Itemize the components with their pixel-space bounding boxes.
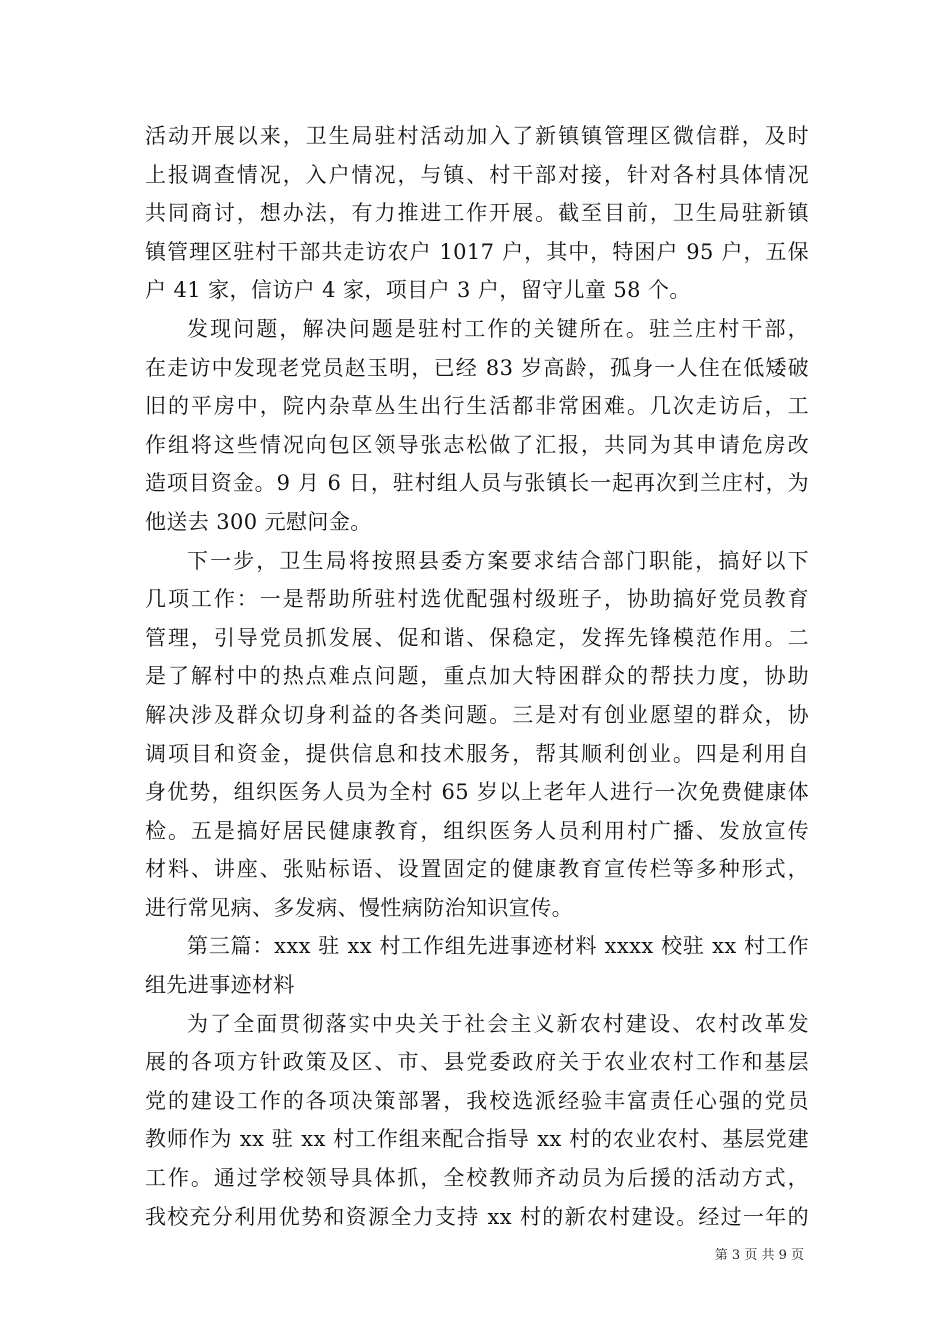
text-line: 发现问题，解决问题是驻村工作的关键所在。驻兰庄村干部， bbox=[187, 316, 809, 341]
paragraph-problem-solving bbox=[145, 310, 809, 542]
text-line: 镇管理区驻村干部共走访农户 1017 户，其中，特困户 95 户，五保 bbox=[145, 239, 809, 264]
text-line: 下一步，卫生局将按照县委方案要求结合部门职能，搞好以下 bbox=[187, 548, 809, 573]
text-line: 共同商讨，想办法，有力推进工作开展。截至目前，卫生局驻新镇 bbox=[145, 201, 809, 226]
text-line: 为了全面贯彻落实中央关于社会主义新农村建设、农村改革发 bbox=[187, 1011, 809, 1036]
page-number-footer: 第 3 页 共 9 页 bbox=[714, 1248, 804, 1263]
document-body bbox=[145, 117, 809, 1236]
paragraph-school-work-team bbox=[145, 1005, 809, 1237]
text-line: 组先进事迹材料 bbox=[145, 973, 295, 998]
paragraph-activity-summary bbox=[145, 117, 809, 310]
text-line: 第三篇：xxx 驻 xx 村工作组先进事迹材料 xxxx 校驻 xx 村工作 bbox=[187, 934, 809, 959]
text-line: 是了解村中的热点难点问题，重点加大特困群众的帮扶力度，协助 bbox=[145, 664, 809, 689]
text-line: 进行常见病、多发病、慢性病防治知识宣传。 bbox=[145, 895, 573, 920]
text-line: 活动开展以来，卫生局驻村活动加入了新镇镇管理区微信群，及时 bbox=[145, 124, 809, 148]
text-line: 工作。通过学校领导具体抓，全校教师齐动员为后援的活动方式， bbox=[145, 1166, 809, 1191]
text-line: 我校充分利用优势和资源全力支持 xx 村的新农村建设。经过一年的 bbox=[145, 1204, 809, 1229]
text-line: 几项工作：一是帮助所驻村选优配强村级班子，协助搞好党员教育 bbox=[145, 587, 809, 612]
text-line: 他送去 300 元慰问金。 bbox=[145, 509, 372, 534]
text-line: 旧的平房中，院内杂草丛生出行生活都非常困难。几次走访后，工 bbox=[145, 394, 809, 419]
text-line: 在走访中发现老党员赵玉明，已经 83 岁高龄，孤身一人住在低矮破 bbox=[145, 355, 809, 380]
section-heading-third-article bbox=[145, 927, 809, 1004]
text-line: 管理，引导党员抓发展、促和谐、保稳定，发挥先锋模范作用。二 bbox=[145, 625, 809, 650]
text-line: 户 41 家，信访户 4 家，项目户 3 户，留守儿童 58 个。 bbox=[145, 278, 691, 303]
text-line: 解决涉及群众切身利益的各类问题。三是对有创业愿望的群众，协 bbox=[145, 702, 809, 727]
text-line: 调项目和资金，提供信息和技术服务，帮其顺利创业。四是利用自 bbox=[145, 741, 809, 766]
text-line: 展的各项方针政策及区、市、县党委政府关于农业农村工作和基层 bbox=[145, 1050, 809, 1075]
text-line: 材料、讲座、张贴标语、设置固定的健康教育宣传栏等多种形式， bbox=[145, 857, 809, 882]
text-line: 作组将这些情况向包区领导张志松做了汇报，共同为其申请危房改 bbox=[145, 432, 809, 457]
text-line: 身优势，组织医务人员为全村 65 岁以上老年人进行一次免费健康体 bbox=[145, 780, 809, 805]
text-line: 造项目资金。9 月 6 日，驻村组人员与张镇长一起再次到兰庄村，为 bbox=[145, 471, 809, 496]
text-line: 检。五是搞好居民健康教育，组织医务人员利用村广播、发放宣传 bbox=[145, 818, 809, 843]
text-line: 教师作为 xx 驻 xx 村工作组来配合指导 xx 村的农业农村、基层党建 bbox=[145, 1127, 809, 1152]
text-line: 上报调查情况，入户情况，与镇、村干部对接，针对各村具体情况 bbox=[145, 162, 809, 187]
text-line: 党的建设工作的各项决策部署，我校选派经验丰富责任心强的党员 bbox=[145, 1088, 809, 1113]
paragraph-next-steps bbox=[145, 542, 809, 928]
